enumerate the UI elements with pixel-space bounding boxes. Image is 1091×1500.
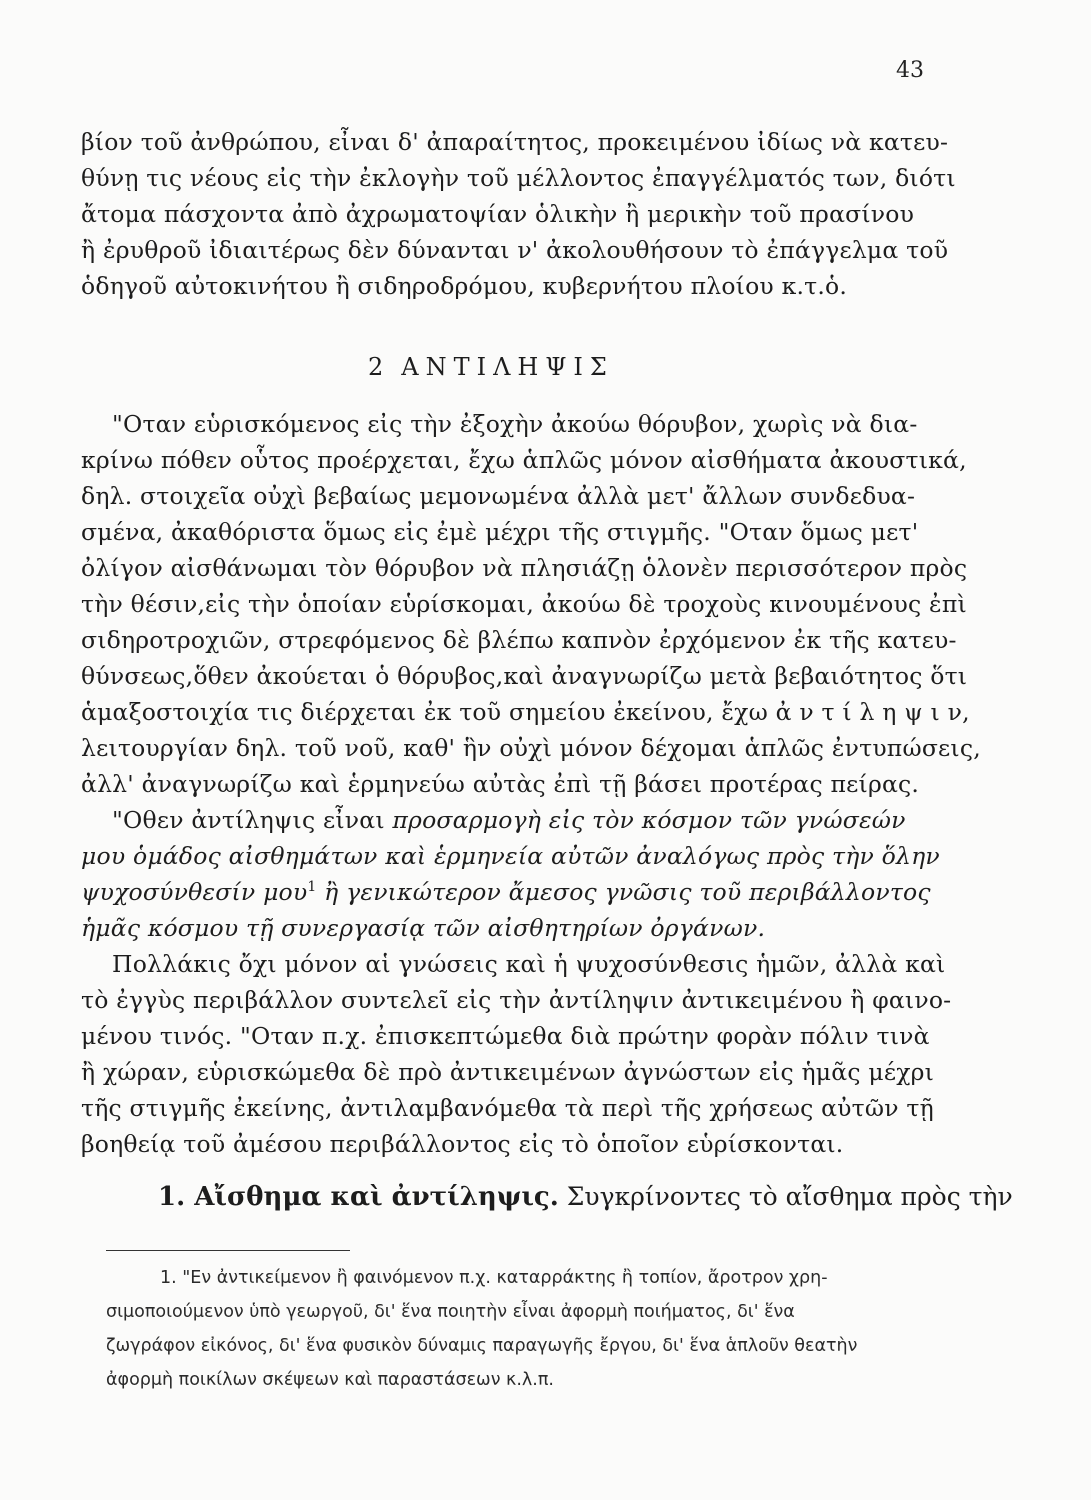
definition-text: ψυχοσύνθεσίν μου — [81, 878, 308, 906]
section-heading — [368, 353, 614, 381]
paragraph-1-line: θύνῃ τις νέους εἰς τὴν ἐκλογὴν τοῦ μέλλοντος ἐπαγγέλματός των, διότι — [81, 164, 956, 192]
paragraph-2-line: "Οταν εὑρισκόμενος εἰς τὴν ἐξοχὴν ἀκούω θόρυβον, χωρὶς νὰ δια- — [112, 410, 918, 438]
paragraph-2-line: ὀλίγον αἰσθάνωμαι τὸν θόρυβον νὰ πλησιάζῃ ὁλονὲν περισσότερον πρὸς — [81, 554, 968, 582]
footnote-line: 1. "Εν ἀντικείμενον ἢ φαινόμενον π.χ. καταρράκτης ἢ τοπίον, ἄροτρον χρη- — [160, 1268, 828, 1288]
footnote-marker: 1 — [307, 879, 317, 896]
paragraph-2-line: θύνσεως,ὅθεν ἀκούεται ὁ θόρυβος,καὶ ἀναγνωρίζω μετὰ βεβαιότητος ὅτι — [81, 662, 968, 690]
paragraph-2-line: κρίνω πόθεν οὗτος προέρχεται, ἔχω ἁπλῶς μόνον αἰσθήματα ἀκουστικά, — [81, 446, 967, 474]
paragraph-3-line: τὸ ἐγγὺς περιβάλλον συντελεῖ εἰς τὴν ἀντίληψιν ἀντικειμένου ἢ φαινο- — [81, 986, 952, 1014]
footnote-rule — [106, 1250, 350, 1251]
definition-lead: "Οθεν ἀντίληψις εἶναι — [112, 806, 385, 834]
paragraph-2-line: δηλ. στοιχεῖα οὐχὶ βεβαίως μεμονωμένα ἀλλὰ μετ' ἄλλων συνδεδυα- — [81, 482, 916, 510]
subsection-title: 1. Αἴσθημα καὶ ἀντίληψις. — [158, 1182, 559, 1212]
definition-italic: προσαρμογὴ εἰς τὸν κόσμον τῶν γνώσεών — [392, 806, 906, 834]
footnote-line: σιμοποιούμενον ὑπὸ γεωργοῦ, δι' ἕνα ποιητὴν εἶναι ἀφορμὴ ποιήματος, δι' ἕνα — [106, 1302, 795, 1322]
definition-line: ἡμᾶς κόσμου τῇ συνεργασίᾳ τῶν αἰσθητηρίων ὀργάνων. — [81, 914, 766, 942]
paragraph-1-line: ἢ ἐρυθροῦ ἰδιαιτέρως δὲν δύνανται ν' ἀκολουθήσουν τὸ ἐπάγγελμα τοῦ — [81, 236, 949, 264]
paragraph-2-line: τὴν θέσιν,εἰς τὴν ὁποίαν εὑρίσκομαι, ἀκούω δὲ τροχοὺς κινουμένους ἐπὶ — [81, 590, 967, 618]
paragraph-3-line: βοηθείᾳ τοῦ ἀμέσου περιβάλλοντος εἰς τὸ ὁποῖον εὑρίσκονται. — [81, 1130, 844, 1158]
page-number: 43 — [896, 58, 924, 83]
paragraph-3-line: μένου τινός. "Οταν π.χ. ἐπισκεπτώμεθα διὰ πρώτην φορὰν πόλιν τινὰ — [81, 1022, 930, 1050]
paragraph-3-line: τῆς στιγμῆς ἐκείνης, ἀντιλαμβανόμεθα τὰ περὶ τῆς χρήσεως αὐτῶν τῇ — [81, 1094, 934, 1122]
definition-line — [81, 878, 931, 906]
definition-line — [112, 806, 906, 834]
paragraph-1-line: ὁδηγοῦ αὐτοκινήτου ἢ σιδηροδρόμου, κυβερνήτου πλοίου κ.τ.ὁ. — [81, 272, 848, 300]
definition-text: ἢ γενικώτερον ἄμεσος γνῶσις τοῦ περιβάλλοντος — [316, 878, 931, 906]
definition-line: μου ὁμάδος αἰσθημάτων καὶ ἑρμηνεία αὐτῶν ἀναλόγως πρὸς τὴν ὅλην — [81, 842, 940, 870]
paragraph-2-line: σμένα, ἀκαθόριστα ὅμως εἰς ἐμὲ μέχρι τῆς στιγμῆς. "Οταν ὅμως μετ' — [81, 518, 919, 546]
footnote-line: ζωγράφον εἰκόνος, δι' ἕνα φυσικὸν δύναμις παραγωγῆς ἔργου, δι' ἕνα ἁπλοῦν θεατὴν — [106, 1336, 858, 1356]
paragraph-2-line: ἀλλ' ἀναγνωρίζω καὶ ἑρμηνεύω αὐτὰς ἐπὶ τῇ βάσει προτέρας πείρας. — [81, 770, 920, 798]
paragraph-2-line: σιδηροτροχιῶν, στρεφόμενος δὲ βλέπω καπνὸν ἐρχόμενον ἐκ τῆς κατευ- — [81, 626, 957, 654]
paragraph-1-line: βίον τοῦ ἀνθρώπου, εἶναι δ' ἀπαραίτητος, προκειμένου ἰδίως νὰ κατευ- — [81, 128, 949, 156]
heading-title: ΑΝΤΙΛΗΨΙΣ — [401, 353, 614, 381]
paragraph-2-line: ἁμαξοστοιχία τις διέρχεται ἐκ τοῦ σημείου ἐκείνου, ἔχω ἀ ν τ ί λ η ψ ι ν, — [81, 698, 970, 726]
heading-number: 2 — [368, 353, 384, 381]
paragraph-3-line: ἢ χώραν, εὑρισκώμεθα δὲ πρὸ ἀντικειμένων ἀγνώστων εἰς ἡμᾶς μέχρι — [81, 1058, 935, 1086]
footnote-line: ἀφορμὴ ποικίλων σκέψεων καὶ παραστάσεων κ.λ.π. — [106, 1370, 554, 1390]
paragraph-3-line: Πολλάκις ὄχι μόνον αἱ γνώσεις καὶ ἡ ψυχοσύνθεσις ἡμῶν, ἀλλὰ καὶ — [112, 950, 946, 978]
subsection-text: Συγκρίνοντες τὸ αἴσθημα πρὸς τὴν — [558, 1182, 1013, 1211]
paragraph-2-line: λειτουργίαν δηλ. τοῦ νοῦ, καθ' ἣν οὐχὶ μόνον δέχομαι ἁπλῶς ἐντυπώσεις, — [81, 734, 981, 762]
paragraph-1-line: ἄτομα πάσχοντα ἀπὸ ἀχρωματοψίαν ὁλικὴν ἢ μερικὴν τοῦ πρασίνου — [81, 200, 915, 228]
subsection-line — [158, 1182, 1013, 1212]
